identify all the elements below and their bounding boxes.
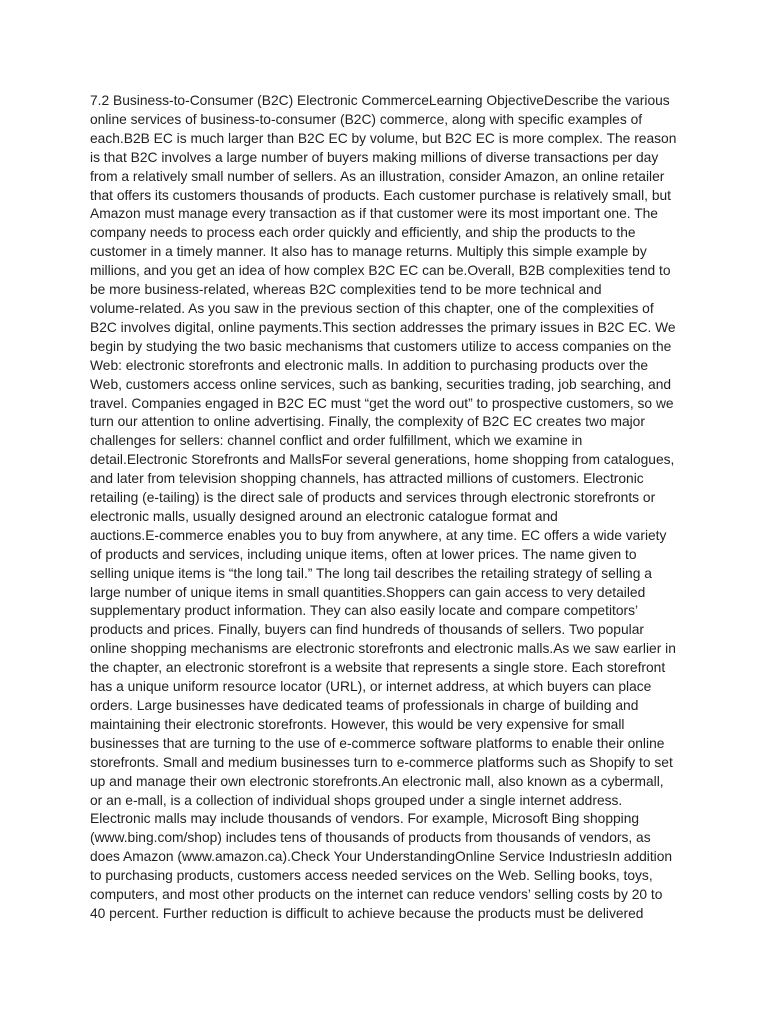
- text-line: (www.bing.com/shop) includes tens of thousands of products from thousands of vendors, as: [90, 830, 651, 846]
- body-text: [90, 92, 690, 924]
- text-line: B2C involves digital, online payments.This section addresses the primary issues in B2C EC. We: [90, 319, 676, 335]
- text-line: challenges for sellers: channel conflict and order fulfillment, which we examine in: [90, 433, 583, 449]
- text-line: retailing (e-tailing) is the direct sale of products and services through electronic storefronts or: [90, 490, 656, 506]
- text-line: is that B2C involves a large number of buyers making millions of diverse transactions per day: [90, 149, 659, 165]
- text-line: online services of business-to-consumer (B2C) commerce, along with specific examples of: [90, 111, 643, 127]
- text-line: customer in a timely manner. It also has to manage returns. Multiply this simple example by: [90, 244, 647, 260]
- text-line: be more business-related, whereas B2C complexities tend to be more technical and: [90, 282, 602, 298]
- text-line: of products and services, including unique items, often at lower prices. The name given to: [90, 546, 637, 562]
- text-line: up and manage their own electronic storefronts.An electronic mall, also known as a cybermall,: [90, 773, 664, 789]
- text-line: begin by studying the two basic mechanisms that customers utilize to access companies on the: [90, 338, 672, 354]
- text-line: travel. Companies engaged in B2C EC must “get the word out” to prospective customers, so we: [90, 395, 674, 411]
- text-line: or an e-mall, is a collection of individual shops grouped under a single internet address.: [90, 792, 623, 808]
- text-line: Web: electronic storefronts and electronic malls. In addition to purchasing products over the: [90, 357, 649, 373]
- text-line: turn our attention to online advertising. Finally, the complexity of B2C EC creates two major: [90, 414, 645, 430]
- text-line: large number of unique items in small quantities.Shoppers can gain access to very detailed: [90, 584, 646, 600]
- text-line: millions, and you get an idea of how complex B2C EC can be.Overall, B2B complexities tend to: [90, 263, 671, 279]
- text-line: company needs to process each order quickly and efficiently, and ship the products to the: [90, 225, 636, 241]
- text-line: to purchasing products, customers access needed services on the Web. Selling books, toys,: [90, 868, 653, 884]
- text-line: orders. Large businesses have dedicated teams of professionals in charge of building and: [90, 698, 639, 713]
- text-line: the chapter, an electronic storefront is a website that represents a single store. Each storefront: [90, 660, 666, 676]
- text-line: from a relatively small number of sellers. As an illustration, consider Amazon, an online retailer: [90, 168, 665, 184]
- text-line: products and prices. Finally, buyers can find hundreds of thousands of sellers. Two popular: [90, 622, 644, 638]
- text-line: computers, and most other products on the internet can reduce vendors’ selling costs by 20 to: [90, 887, 663, 903]
- text-line: 40 percent. Further reduction is difficult to achieve because the products must be delivered: [90, 905, 644, 921]
- text-line: electronic malls, usually designed around an electronic catalogue format and: [90, 508, 558, 524]
- text-line: each.B2B EC is much larger than B2C EC by volume, but B2C EC is more complex. The reason: [90, 130, 677, 146]
- text-line: supplementary product information. They can also easily locate and compare competitors’: [90, 603, 639, 619]
- text-line: Web, customers access online services, such as banking, securities trading, job searching, and: [90, 376, 672, 392]
- text-line: has a unique uniform resource locator (URL), or internet address, at which buyers can place: [90, 679, 652, 695]
- text-line: businesses that are turning to the use of e-commerce software platforms to enable their online: [90, 735, 665, 751]
- text-line: volume-related. As you saw in the previous section of this chapter, one of the complexities of: [90, 300, 654, 316]
- text-line: auctions.E-commerce enables you to buy from anywhere, at any time. EC offers a wide variety: [90, 527, 667, 543]
- text-line: online shopping mechanisms are electronic storefronts and electronic malls.As we saw earlier in: [90, 641, 676, 657]
- text-line: does Amazon (www.amazon.ca).Check Your UnderstandingOnline Service IndustriesIn addition: [90, 849, 673, 865]
- text-line: and later from television shopping channels, has attracted millions of customers. Electronic: [90, 471, 644, 487]
- text-line: detail.Electronic Storefronts and MallsFor several generations, home shopping from catalogues,: [90, 452, 675, 468]
- text-line: that offers its customers thousands of products. Each customer purchase is relatively small, but: [90, 187, 672, 203]
- text-line: storefronts. Small and medium businesses turn to e-commerce platforms such as Shopify to set: [90, 754, 673, 770]
- text-line: selling unique items is “the long tail.” The long tail describes the retailing strategy of selling a: [90, 565, 652, 581]
- text-line: Amazon must manage every transaction as if that customer were its most important one. The: [90, 206, 658, 222]
- text-line: maintaining their electronic storefronts. However, this would be very expensive for small: [90, 716, 625, 732]
- text-line: 7.2 Business-to-Consumer (B2C) Electronic CommerceLearning ObjectiveDescribe the various: [90, 93, 670, 108]
- text-line: Electronic malls may include thousands of vendors. For example, Microsoft Bing shopping: [90, 811, 640, 827]
